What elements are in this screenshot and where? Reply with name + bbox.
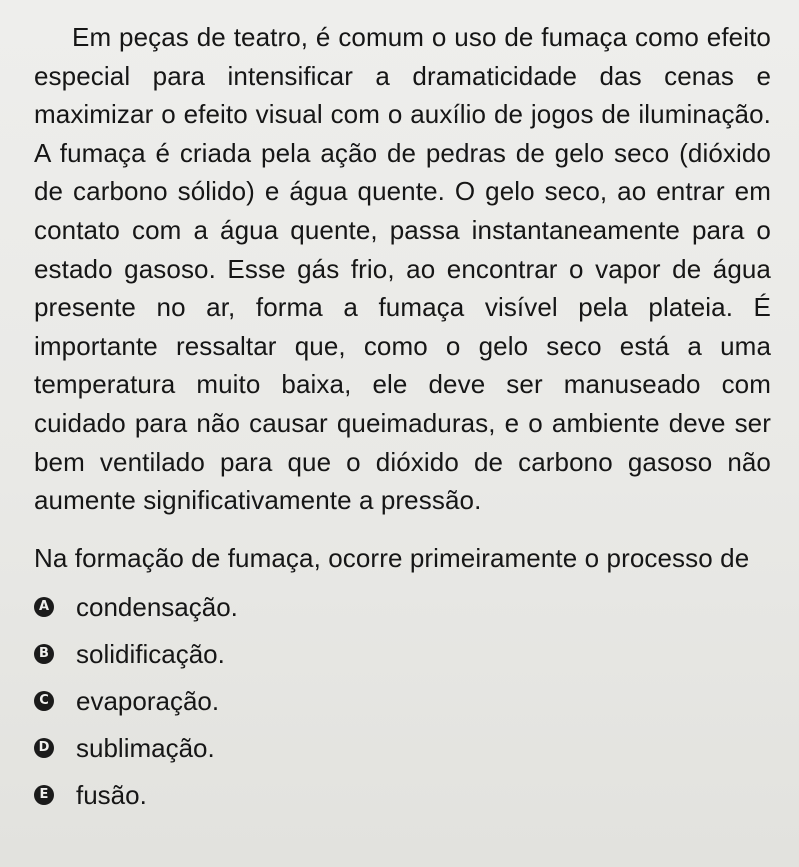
option-c-text: evaporação.: [76, 685, 220, 716]
option-d-letter-icon: D: [34, 738, 54, 758]
option-a-letter-icon: A: [34, 597, 54, 617]
option-d[interactable]: [34, 725, 771, 772]
question-prompt: Na formação de fumaça, ocorre primeiramente o processo de: [34, 542, 750, 573]
option-e[interactable]: [34, 772, 771, 819]
option-a-text: condensação.: [76, 591, 238, 622]
option-c-letter-icon: C: [34, 691, 54, 711]
option-c[interactable]: [34, 678, 771, 725]
option-e-text: fusão.: [76, 779, 147, 810]
option-b-text: solidificação.: [76, 638, 225, 669]
answer-options: [34, 584, 771, 819]
option-d-text: sublimação.: [76, 732, 215, 763]
option-e-letter-icon: E: [34, 785, 54, 805]
option-b-letter-icon: B: [34, 644, 54, 664]
option-a[interactable]: [34, 584, 771, 631]
passage-text: Em peças de teatro, é comum o uso de fumaça como efeito especial para intensificar a dramaticidade das cenas e maximizar o efeito visual com o auxílio de jogos de iluminação. A fumaça é criada pela ação de pedras de gelo seco (dióxido de carbono sólido) e água quente. O gelo seco, ao entrar em contato com a água quente, passa instantaneamente para o estado gasoso. Esse gás frio, ao encontrar o vapor de água presente no ar, forma a fumaça visível pela plateia. É importante ressaltar que, como o gelo seco está a uma temperatura muito baixa, ele deve ser manuseado com cuidado para não causar queimaduras, e o ambiente deve ser bem ventilado para que o dióxido de carbono gasoso não aumente significativamente a pressão.: [34, 22, 771, 516]
option-b[interactable]: [34, 631, 771, 678]
